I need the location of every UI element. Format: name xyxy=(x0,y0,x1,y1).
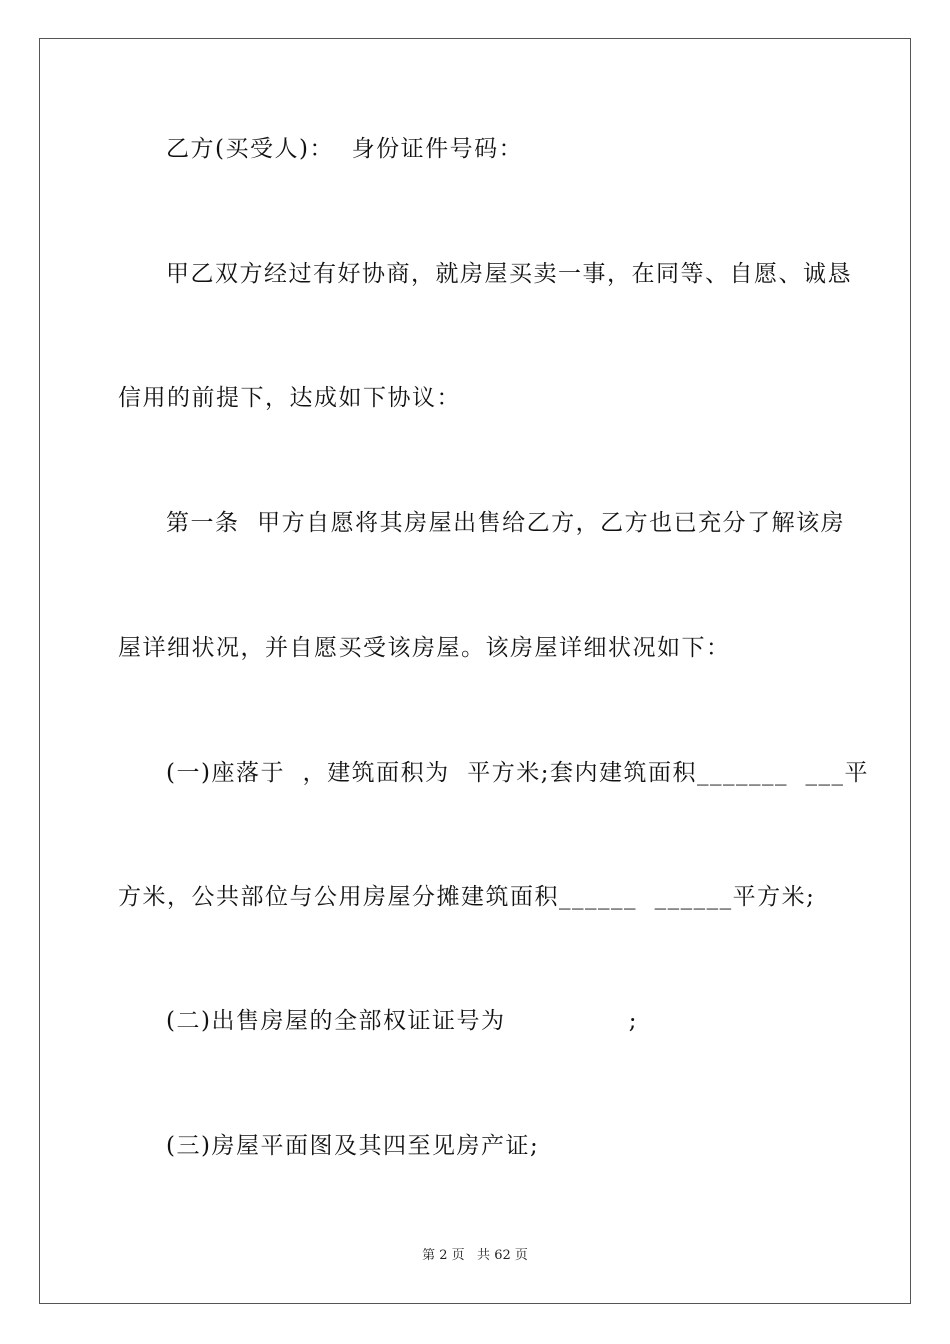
clause-2-line: (二)出售房屋的全部权证证号为 ; xyxy=(166,1008,639,1034)
article-1-line-2: 屋详细状况，并自愿买受该房屋。该房屋详细状况如下： xyxy=(118,635,731,661)
clause-1-line-1: (一)座落于 ，建筑面积为 平方米;套内建筑面积_______ ___平 xyxy=(166,760,870,786)
clause-1-line-2: 方米，公共部位与公用房屋分摊建筑面积______ ______平方米; xyxy=(118,884,816,910)
agreement-intro-line-2: 信用的前提下，达成如下协议： xyxy=(118,385,461,411)
page-border xyxy=(39,38,911,1304)
page-number-footer: 第 2 页 共 62 页 xyxy=(422,1248,528,1263)
agreement-intro-line-1: 甲乙双方经过有好协商，就房屋买卖一事，在同等、自愿、诚恳 xyxy=(166,261,852,287)
buyer-info-line: 乙方(买受人)： 身份证件号码： xyxy=(166,136,524,162)
article-1-line-1: 第一条 甲方自愿将其房屋出售给乙方，乙方也已充分了解该房 xyxy=(166,510,846,536)
clause-3-line: (三)房屋平面图及其四至见房产证; xyxy=(166,1133,540,1159)
